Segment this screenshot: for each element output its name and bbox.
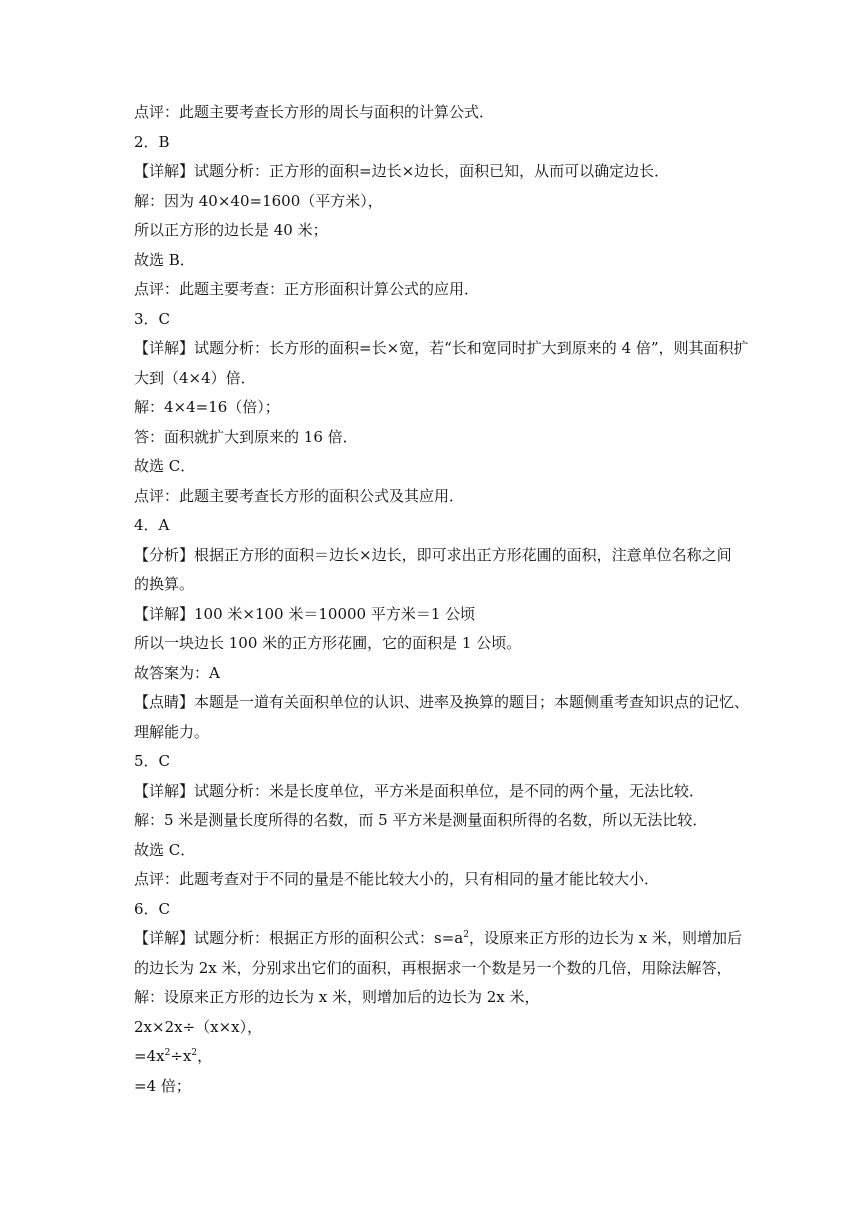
question-number: 4．A xyxy=(134,516,170,534)
superscript: 2 xyxy=(463,930,469,940)
answer-text xyxy=(134,98,750,1101)
text-segment: ， xyxy=(197,1047,213,1065)
question-number: 2．B xyxy=(134,132,170,151)
text-line: 大到（4×4）倍． xyxy=(134,368,256,387)
superscript: 2 xyxy=(191,1048,198,1058)
question-number: 6．C xyxy=(134,899,171,918)
text-line: 【详解】100 米×100 米＝10000 平方米＝1 公顷 xyxy=(134,604,476,623)
text-line: 的边长为 2x 米，分别求出它们的面积，再根据求一个数是另一个数的几倍，用除法解答， xyxy=(134,958,732,977)
text-line: 所以一块边长 100 米的正方形花圃，它的面积是 1 公顷。 xyxy=(134,634,522,652)
text-line: 【详解】试题分析：正方形的面积=边长×边长，面积已知，从而可以确定边长． xyxy=(134,162,670,180)
text-line: 故答案为：A xyxy=(134,663,220,682)
text-line: 【详解】试题分析：长方形的面积=长×宽，若“长和宽同时扩大到原来的 4 倍”，则其面积扩 xyxy=(134,339,749,357)
formula-line xyxy=(134,1042,744,1072)
question-number: 3．C xyxy=(134,309,171,328)
text-line: 故选 B． xyxy=(134,250,195,269)
text-line: 点评：此题主要考查：正方形面积计算公式的应用． xyxy=(134,280,480,298)
text-line: 解：4×4=16（倍）； xyxy=(134,398,280,416)
text-line: 解：5 米是测量长度所得的名数，而 5 平方米是测量面积所得的名数，所以无法比较． xyxy=(134,811,708,829)
text-line: 故选 C． xyxy=(134,840,196,859)
formula-line: =4 倍； xyxy=(134,1076,191,1095)
text-segment: ÷x xyxy=(170,1047,192,1065)
superscript: 2 xyxy=(164,1048,171,1058)
formula-line: 2x×2x÷（x×x）， xyxy=(134,1017,263,1036)
text-line: 解：设原来正方形的边长为 x 米，则增加后的边长为 2x 米， xyxy=(134,988,540,1006)
question-number: 5．C xyxy=(134,752,171,770)
text-line: 故选 C． xyxy=(134,457,196,475)
text-line: 点评：此题考查对于不同的量是不能比较大小的，只有相同的量才能比较大小． xyxy=(134,870,660,888)
text-segment: =4x xyxy=(134,1047,165,1065)
text-segment: 【详解】试题分析：根据正方形的面积公式：s=a xyxy=(134,929,464,947)
text-line xyxy=(134,924,744,954)
text-line: 答：面积就扩大到原来的 16 倍． xyxy=(134,427,358,446)
text-line: 【点睛】本题是一道有关面积单位的认识、进率及换算的题目；本题侧重考查知识点的记忆、 xyxy=(134,693,750,711)
text-line: 点评：此题主要考查长方形的面积公式及其应用． xyxy=(134,486,465,505)
text-line: 点评：此题主要考查长方形的周长与面积的计算公式． xyxy=(134,103,495,121)
text-line: 【分析】根据正方形的面积＝边长×边长，即可求出正方形花圃的面积，注意单位名称之间 xyxy=(134,545,732,564)
text-line: 所以正方形的边长是 40 米； xyxy=(134,221,328,239)
text-line: 理解能力。 xyxy=(134,722,210,741)
text-line: 解：因为 40×40=1600（平方米）， xyxy=(134,191,383,210)
text-line: 【详解】试题分析：米是长度单位，平方米是面积单位，是不同的两个量，无法比较． xyxy=(134,781,705,800)
text-line: 的换算。 xyxy=(134,575,195,593)
text-segment: ，设原来正方形的边长为 x 米，则增加后 xyxy=(468,929,742,947)
